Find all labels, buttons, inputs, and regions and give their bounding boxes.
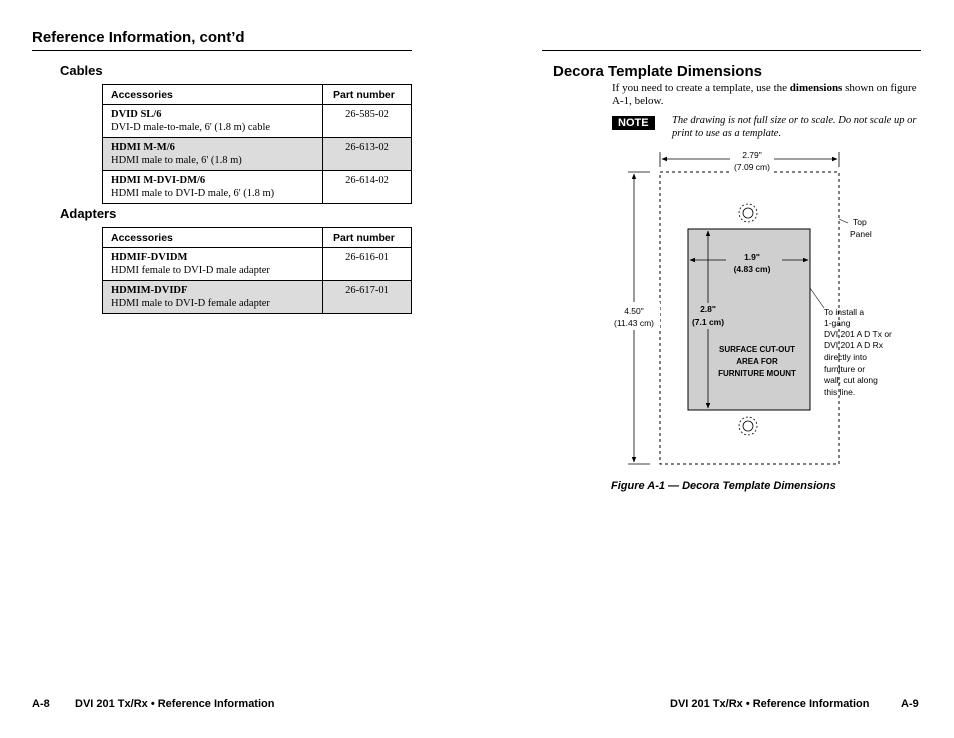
install-leader — [810, 288, 824, 308]
cable-desc: HDMI male to male, 6' (1.8 m) — [111, 155, 242, 166]
cable-part: 26-614-02 — [323, 171, 412, 204]
top-panel-label-1: Top — [853, 217, 867, 227]
cutout-label-3: FURNITURE MOUNT — [718, 369, 796, 378]
cable-name: HDMI M-DVI-DM/6 — [111, 175, 206, 186]
top-panel-label-2: Panel — [850, 229, 872, 239]
left-page-number: A-8 — [32, 698, 50, 710]
right-footer-title: DVI 201 Tx/Rx • Reference Information — [670, 698, 870, 710]
inner-height-label: 2.8" — [700, 304, 716, 314]
cable-desc: DVI-D male-to-male, 6' (1.8 m) cable — [111, 122, 271, 133]
table-row — [103, 138, 412, 171]
bottom-screw-hole-icon — [739, 417, 757, 435]
cable-part: 26-613-02 — [323, 138, 412, 171]
install-note-line: furniture or — [824, 364, 866, 374]
cable-desc: HDMI male to DVI-D male, 6' (1.8 m) — [111, 188, 275, 199]
install-note-line: DVI 201 A D Rx — [824, 340, 884, 350]
right-top-rule — [542, 50, 921, 51]
cables-header-accessories: Accessories — [103, 85, 323, 105]
top-panel-leader — [839, 219, 848, 223]
width-label: 2.79" — [742, 150, 762, 160]
cables-table — [102, 84, 412, 204]
note-text: The drawing is not full size or to scale. Do not scale up or print to use as a template. — [672, 115, 917, 139]
cutout-label-2: AREA FOR — [736, 357, 778, 366]
cutout-label-1: SURFACE CUT-OUT — [719, 345, 795, 354]
install-note-line: To install a — [824, 307, 865, 317]
left-page-heading: Reference Information, cont’d — [32, 29, 245, 46]
table-row — [103, 171, 412, 204]
intro-paragraph — [612, 82, 917, 108]
inner-width-label-metric: (4.83 cm) — [733, 264, 771, 274]
adapter-name: HDMIM-DVIDF — [111, 285, 188, 296]
width-label-metric: (7.09 cm) — [734, 162, 770, 172]
table-row — [103, 105, 412, 138]
intro-text-end: shown on figure A-1, below. — [612, 82, 917, 107]
install-note-line: 1-gang — [824, 318, 851, 328]
cable-name: HDMI M-M/6 — [111, 142, 175, 153]
adapter-desc: HDMI female to DVI-D male adapter — [111, 265, 270, 276]
cables-header-part-number: Part number — [323, 85, 412, 105]
cables-title: Cables — [60, 63, 103, 78]
decora-template-figure — [590, 145, 920, 475]
install-note-line: wall, cut along — [824, 375, 878, 385]
install-note-line: this line. — [824, 387, 856, 397]
cable-part: 26-585-02 — [323, 105, 412, 138]
left-heading-rule — [32, 50, 412, 51]
note-badge: NOTE — [612, 116, 655, 130]
adapters-header-accessories: Accessories — [103, 228, 323, 248]
adapters-title: Adapters — [60, 206, 117, 221]
adapter-name: HDMIF-DVIDM — [111, 252, 188, 263]
adapters-table — [102, 227, 412, 314]
intro-bold: dimensions — [789, 82, 843, 94]
table-row — [103, 281, 412, 314]
adapter-part: 26-616-01 — [323, 248, 412, 281]
right-page-heading: Decora Template Dimensions — [553, 63, 762, 80]
adapter-desc: HDMI male to DVI-D female adapter — [111, 298, 270, 309]
inner-width-label: 1.9" — [744, 252, 760, 262]
left-footer-title: DVI 201 Tx/Rx • Reference Information — [75, 698, 275, 710]
install-note-line: directly into — [824, 352, 867, 362]
right-page-number: A-9 — [901, 698, 919, 710]
figure-caption: Figure A-1 — Decora Template Dimensions — [611, 480, 836, 492]
adapter-part: 26-617-01 — [323, 281, 412, 314]
table-row — [103, 248, 412, 281]
height-label-metric: (11.43 cm) — [614, 318, 654, 328]
top-screw-hole-icon — [739, 204, 757, 222]
adapters-header-part-number: Part number — [323, 228, 412, 248]
cable-name: DVID SL/6 — [111, 109, 162, 120]
install-note-line: DVI 201 A D Tx or — [824, 329, 892, 339]
inner-height-label-metric: (7.1 cm) — [691, 317, 725, 327]
height-label: 4.50" — [624, 306, 644, 316]
intro-text: If you need to create a template, use the — [612, 82, 790, 94]
